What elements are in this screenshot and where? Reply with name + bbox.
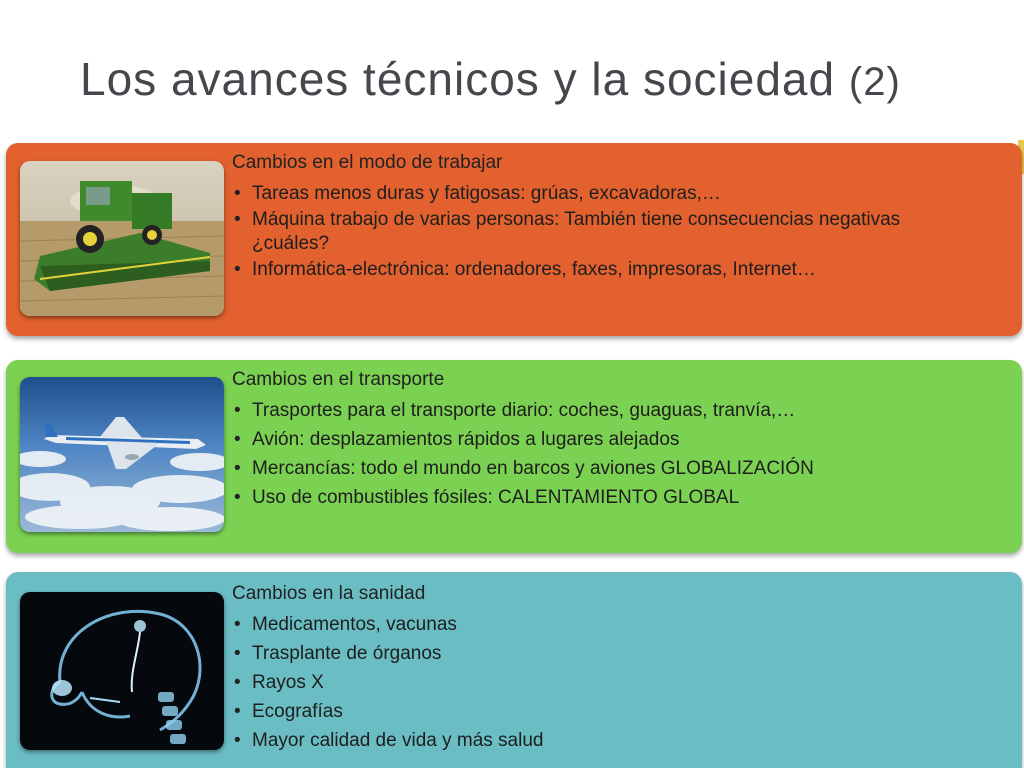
bullet-list: [232, 613, 982, 753]
slide-title: [80, 52, 901, 106]
bullet-list: [232, 399, 982, 510]
list-item: • Ecografías: [232, 700, 982, 724]
list-item: • Tareas menos duras y fatigosas: grúas, excavadoras,…: [232, 182, 982, 206]
slide-title-suffix: (2): [848, 60, 901, 104]
panel-health-content: [232, 580, 982, 758]
list-item: • Trasportes para el transporte diario: coches, guaguas, tranvía,…: [232, 399, 982, 423]
xray-head-image: [20, 592, 224, 750]
panel-heading: Cambios en el transporte: [232, 369, 445, 390]
list-item: • Informática-electrónica: ordenadores, faxes, impresoras, Internet…: [232, 258, 982, 282]
panel-transport: [6, 360, 1022, 553]
list-item: • Mercancías: todo el mundo en barcos y aviones GLOBALIZACIÓN: [232, 457, 982, 481]
panel-work-content: [232, 149, 982, 284]
airplane-image: [20, 377, 224, 532]
panel-health: [6, 572, 1022, 768]
panel-heading: Cambios en el modo de trabajar: [232, 152, 503, 173]
list-item: • Máquina trabajo de varias personas: También tiene consecuencias negativas ¿cuáles?: [232, 208, 982, 256]
list-item: • Mayor calidad de vida y más salud: [232, 729, 982, 753]
list-item: • Avión: desplazamientos rápidos a lugares alejados: [232, 428, 982, 452]
combine-harvester-image: [20, 161, 224, 316]
slide-title-text: Los avances técnicos y la sociedad: [80, 53, 836, 105]
panel-heading: Cambios en la sanidad: [232, 583, 426, 604]
panel-transport-content: [232, 366, 982, 515]
list-item: • Rayos X: [232, 671, 982, 695]
list-item: • Medicamentos, vacunas: [232, 613, 982, 637]
panel-work: [6, 143, 1022, 336]
bullet-list: [232, 182, 982, 282]
list-item: • Uso de combustibles fósiles: CALENTAMIENTO GLOBAL: [232, 486, 982, 510]
list-item: • Trasplante de órganos: [232, 642, 982, 666]
